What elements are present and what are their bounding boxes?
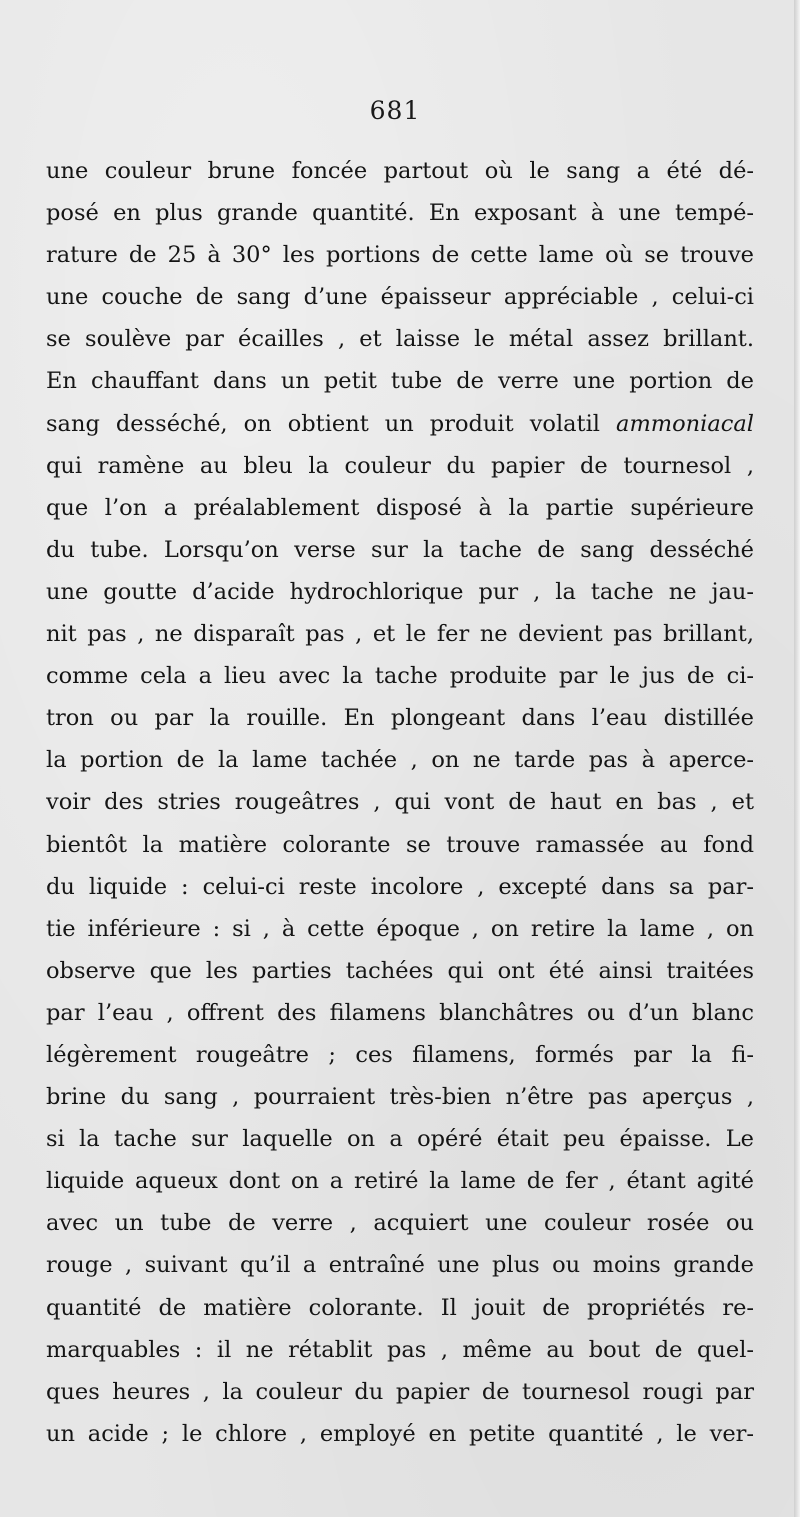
text-line: la portion de la lame tachée , on ne tarde pas à aperce- (46, 747, 754, 774)
text-line: un acide ; le chlore , employé en petite quantité , le ver- (46, 1420, 754, 1447)
text-line: tie inférieure : si , à cette époque , on retire la lame , on (46, 915, 754, 942)
text-line: quantité de matière colorante. Il jouit de propriétés re- (46, 1294, 754, 1321)
text-line: nit pas , ne disparaît pas , et le fer ne devient pas brillant, (46, 621, 754, 648)
text-line: par l’eau , offrent des filamens blanchâtres ou d’un blanc (46, 999, 754, 1026)
text-line: brine du sang , pourraient très-bien n’être pas aperçus , (46, 1084, 754, 1111)
text-line: du liquide : celui-ci reste incolore , excepté dans sa par- (46, 873, 754, 900)
text-line: tron ou par la rouille. En plongeant dans l’eau distillée (46, 705, 754, 732)
text-line: liquide aqueux dont on a retiré la lame de fer , étant agité (46, 1168, 754, 1195)
page-edge (794, 0, 800, 1517)
text-line-segment: sang desséché, on obtient un produit volatil (46, 410, 600, 437)
text-line: avec un tube de verre , acquiert une couleur rosée ou (46, 1210, 754, 1237)
text-line-with-italic (46, 403, 754, 445)
text-line: du tube. Lorsqu’on verse sur la tache de sang desséché (46, 536, 754, 563)
text-line: rature de 25 à 30° les portions de cette lame où se trouve (46, 242, 754, 269)
text-line: légèrement rougeâtre ; ces filamens, formés par la fi- (46, 1041, 754, 1068)
text-line: qui ramène au bleu la couleur du papier de tournesol , (46, 452, 754, 479)
text-line: ques heures , la couleur du papier de tournesol rougi par (46, 1378, 754, 1405)
text-line: marquables : il ne rétablit pas , même au bout de quel- (46, 1336, 754, 1363)
body-text (46, 150, 754, 1455)
text-line: comme cela a lieu avec la tache produite par le jus de ci- (46, 663, 754, 690)
text-line: rouge , suivant qu’il a entraîné une plus ou moins grande (46, 1252, 754, 1279)
text-line: bientôt la matière colorante se trouve ramassée au fond (46, 831, 754, 858)
text-line: si la tache sur laquelle on a opéré était peu épaisse. Le (46, 1126, 754, 1153)
page-number: 681 (369, 96, 421, 125)
text-line: une couleur brune foncée partout où le sang a été dé- (46, 158, 754, 184)
text-line: voir des stries rougeâtres , qui vont de haut en bas , et (46, 789, 754, 816)
text-line: se soulève par écailles , et laisse le métal assez brillant. (46, 326, 754, 353)
text-line: posé en plus grande quantité. En exposant à une tempé- (46, 200, 754, 227)
text-line: une goutte d’acide hydrochlorique pur , la tache ne jau- (46, 578, 754, 605)
text-line: En chauffant dans un petit tube de verre une portion de (46, 368, 754, 395)
text-line: une couche de sang d’une épaisseur appréciable , celui-ci (46, 284, 754, 311)
text-line: que l’on a préalablement disposé à la partie supérieure (46, 494, 754, 521)
text-line: observe que les parties tachées qui ont été ainsi traitées (46, 957, 754, 984)
italic-term: ammoniacal (616, 410, 754, 437)
